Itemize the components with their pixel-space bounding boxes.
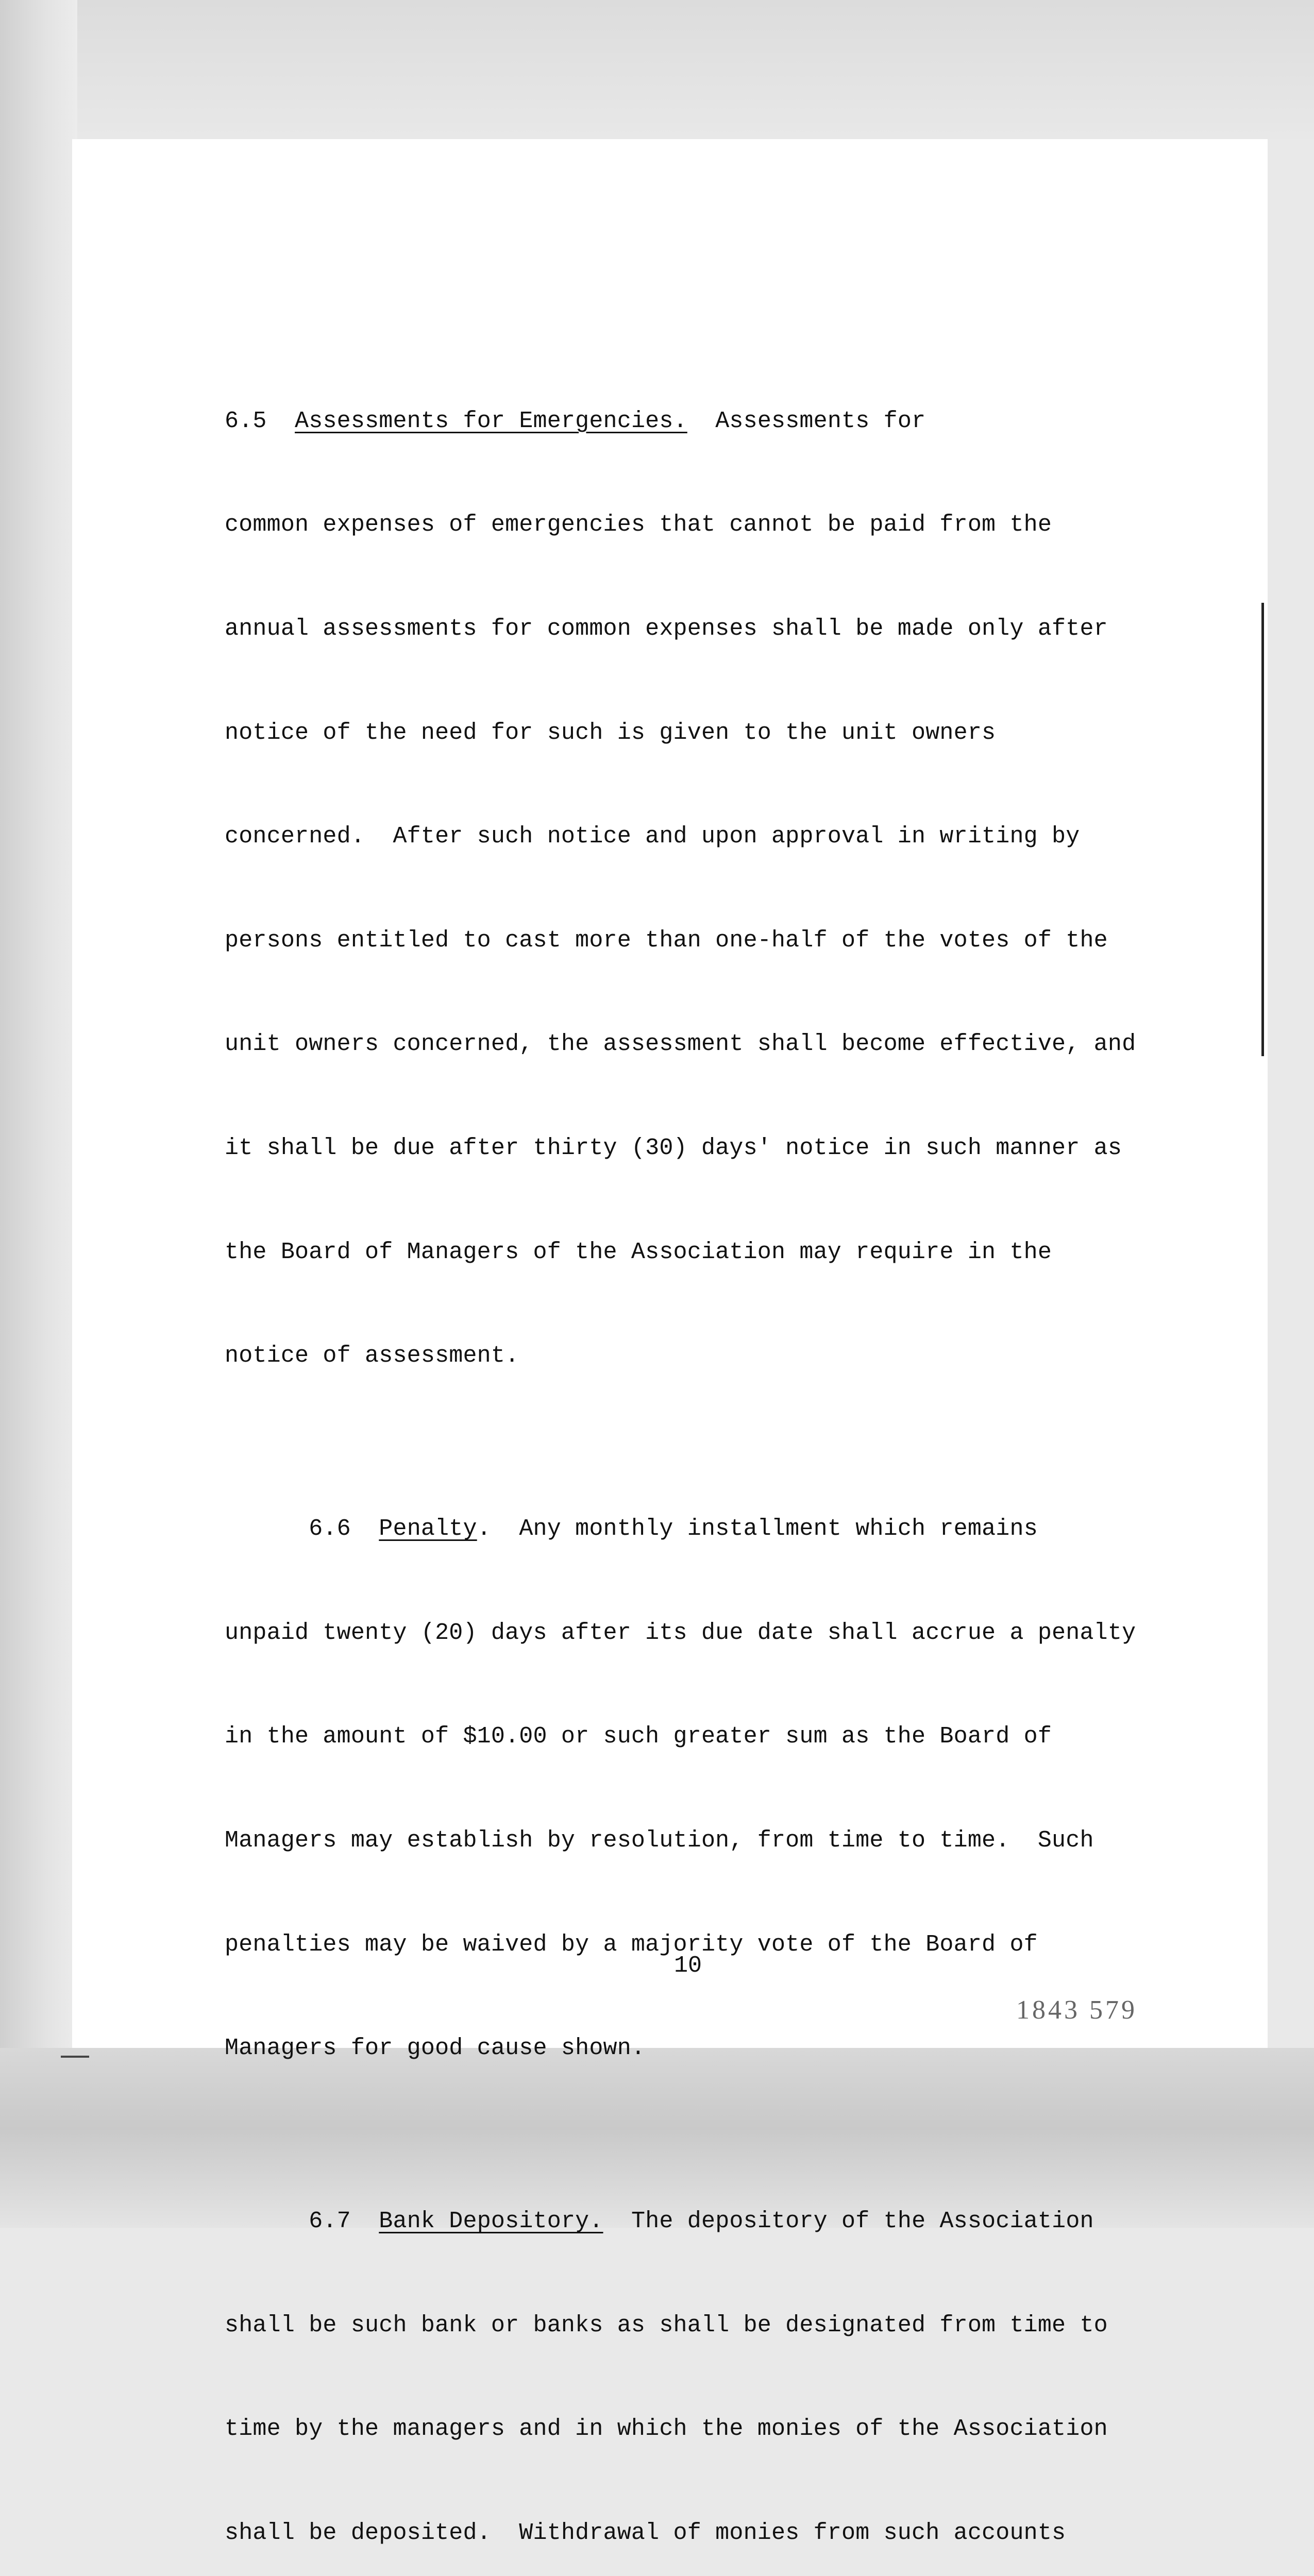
text-line: Managers for good cause shown. <box>225 2035 646 2062</box>
section-6-6-heading-line <box>225 1512 1163 1546</box>
text-line: shall be deposited. Withdrawal of monies from such accounts <box>225 2519 1066 2546</box>
scan-background-left <box>0 0 77 2228</box>
text-run: The depository of the Association <box>631 2208 1094 2235</box>
section-number: 6.6 <box>309 1516 351 1543</box>
text-line: Managers may establish by resolution, from time to time. Such <box>225 1827 1094 1854</box>
text-line: common expenses of emergencies that cannot be paid from the <box>225 512 1052 538</box>
text-line: in the amount of $10.00 or such greater sum as the Board of <box>225 1723 1052 1750</box>
text-line: annual assessments for common expenses shall be made only after <box>225 616 1108 642</box>
text-line: shall be such bank or banks as shall be designated from time to <box>225 2312 1108 2338</box>
section-6-5-heading-line <box>225 404 1163 438</box>
text-run: . Any monthly installment which remains <box>477 1516 1038 1543</box>
section-title: Bank Depository. <box>379 2208 603 2235</box>
section-6-7-heading-line <box>225 2204 1163 2239</box>
recording-stamp: 1843 579 <box>1016 1995 1137 2025</box>
text-line: unit owners concerned, the assessment shall become effective, and <box>225 1031 1136 1058</box>
section-title: Assessments for Emergencies. <box>295 408 687 434</box>
text-line: notice of the need for such is given to the unit owners <box>225 719 996 746</box>
text-line: persons entitled to cast more than one-half of the votes of the <box>225 927 1108 954</box>
page-number: 10 <box>674 1953 702 1979</box>
text-line: the Board of Managers of the Association may require in the <box>225 1239 1052 1265</box>
text-line: unpaid twenty (20) days after its due date shall accrue a penalty <box>225 1619 1136 1646</box>
text-line: time by the managers and in which the monies of the Association <box>225 2416 1108 2443</box>
margin-tick-mark <box>61 2056 89 2058</box>
text-run: Assessments for <box>715 408 926 434</box>
text-line: penalties may be waived by a majority vote of the Board of <box>225 1931 1038 1958</box>
page-edge-mark <box>1261 603 1264 1056</box>
text-line: notice of assessment. <box>225 1343 519 1369</box>
text-line: concerned. After such notice and upon approval in writing by <box>225 823 1080 850</box>
section-number: 6.5 <box>225 408 267 434</box>
scan-background-top <box>0 0 1314 139</box>
text-line: it shall be due after thirty (30) days' notice in such manner as <box>225 1134 1122 1161</box>
section-title: Penalty <box>379 1516 477 1543</box>
document-body <box>225 265 1163 2576</box>
section-number: 6.7 <box>309 2208 351 2235</box>
